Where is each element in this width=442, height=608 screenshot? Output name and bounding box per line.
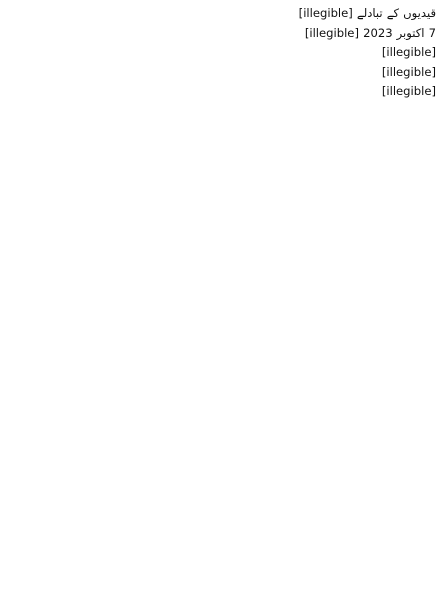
paragraph-4-text: [illegible] — [381, 64, 436, 79]
paragraph-5-text: [illegible] — [381, 84, 436, 99]
article-paragraph-4 — [6, 63, 436, 83]
paragraph-1-lead: قیدیوں کے تبادلے — [356, 6, 436, 20]
paragraph-2-lead: 7 اکتوبر 2023 — [363, 25, 436, 40]
article-paragraph-3 — [6, 43, 436, 63]
article-paragraph-5 — [6, 82, 436, 102]
paragraph-1-text: [illegible] — [298, 6, 353, 20]
article-paragraph-1 — [6, 4, 436, 24]
article-paragraph-2 — [6, 24, 436, 44]
paragraph-3-text: [illegible] — [381, 45, 436, 60]
paragraph-2-text: [illegible] — [304, 25, 359, 40]
